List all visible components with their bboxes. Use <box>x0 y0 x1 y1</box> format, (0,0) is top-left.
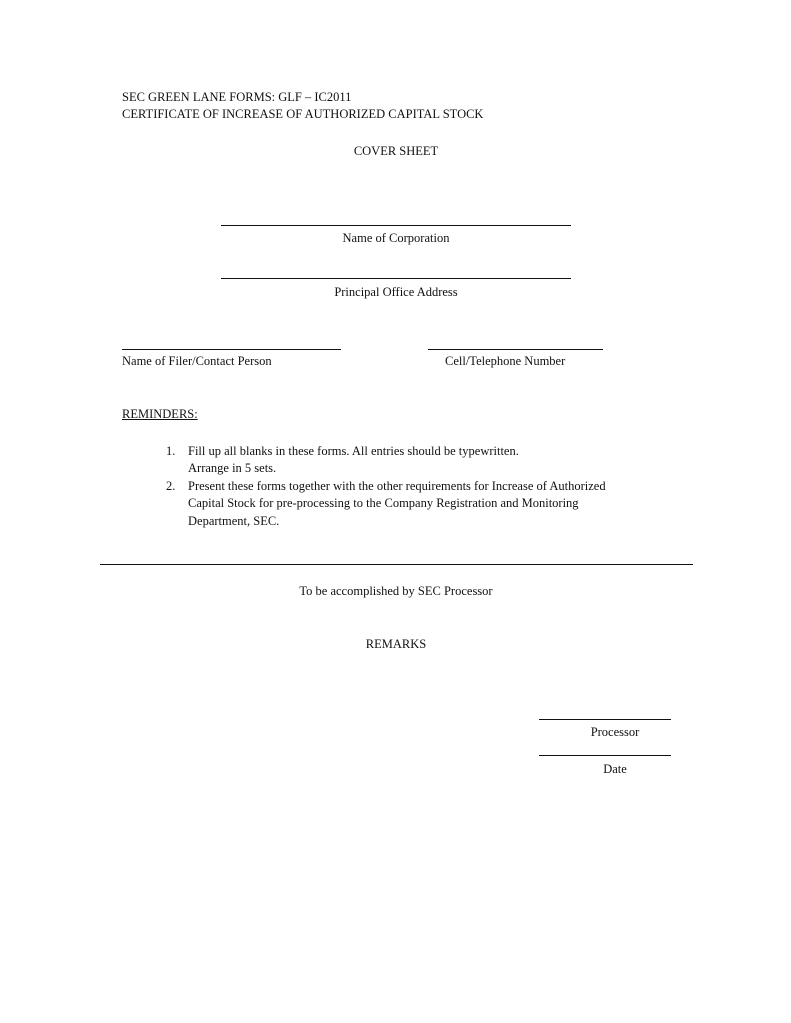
filer-name-line[interactable] <box>122 349 341 350</box>
office-address-label: Principal Office Address <box>334 285 458 299</box>
phone-label: Cell/Telephone Number <box>445 354 566 368</box>
reminder-line: Department, SEC. <box>188 514 280 528</box>
corporation-name-label: Name of Corporation <box>342 231 450 245</box>
reminder-line: Fill up all blanks in these forms. All entries should be typewritten. <box>188 444 519 458</box>
processor-label: Processor <box>590 725 640 739</box>
phone-number-line[interactable] <box>428 349 603 350</box>
form-title: CERTIFICATE OF INCREASE OF AUTHORIZED CAPITAL STOCK <box>122 107 484 121</box>
reminders-heading: REMINDERS: <box>122 407 198 421</box>
section-divider <box>100 564 693 565</box>
date-line[interactable] <box>539 755 671 756</box>
corporation-name-line[interactable] <box>221 225 571 226</box>
reminder-line: Present these forms together with the other requirements for Increase of Authorized <box>188 479 606 493</box>
form-code: SEC GREEN LANE FORMS: GLF – IC2011 <box>122 90 352 104</box>
office-address-line[interactable] <box>221 278 571 279</box>
processor-signature-line[interactable] <box>539 719 671 720</box>
reminder-number: 1. <box>166 444 176 458</box>
processor-section-heading: To be accomplished by SEC Processor <box>299 584 493 598</box>
date-label: Date <box>603 762 627 776</box>
sheet-title: COVER SHEET <box>353 144 439 158</box>
reminder-number: 2. <box>166 479 176 493</box>
filer-label: Name of Filer/Contact Person <box>122 354 272 368</box>
remarks-label: REMARKS <box>365 637 427 651</box>
reminder-line: Capital Stock for pre-processing to the Company Registration and Monitoring <box>188 496 579 510</box>
reminder-line: Arrange in 5 sets. <box>188 461 277 475</box>
